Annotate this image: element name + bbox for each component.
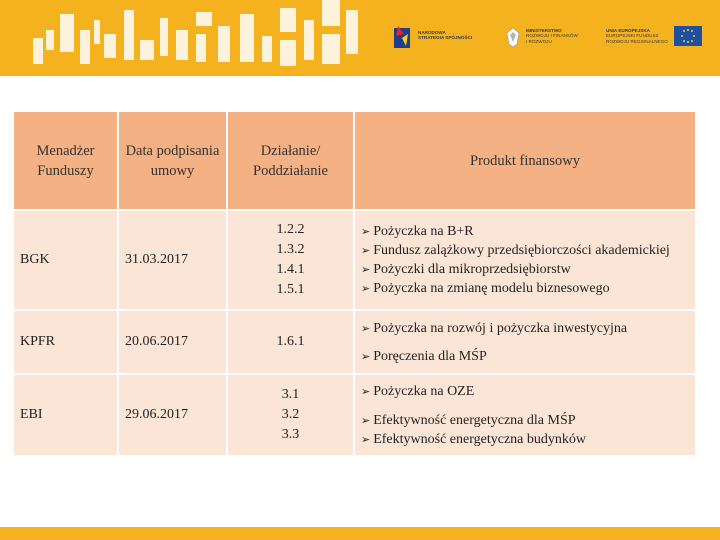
product-cell xyxy=(355,311,695,373)
table-row xyxy=(14,375,695,455)
logo3-line1: UNIA EUROPEJSKA xyxy=(606,28,650,33)
date-cell: 31.03.2017 xyxy=(119,211,226,309)
arrow-bullet-icon: ➢ xyxy=(361,432,371,446)
product-item: ➢ Pożyczka na rozwój i pożyczka inwestycyjna xyxy=(361,320,628,336)
date-cell: 29.06.2017 xyxy=(119,375,226,455)
product-item: ➢ Fundusz zalążkowy przedsiębiorczości akademickiej xyxy=(361,243,670,258)
action-code: 3.1 xyxy=(281,387,300,402)
logo2-line1: MINISTERSTWO xyxy=(526,28,562,33)
logo2-line2: ROZWOJU I FINANSÓW xyxy=(526,33,578,39)
arrow-bullet-icon: ➢ xyxy=(361,263,371,276)
header-signing-date: Data podpisania umowy xyxy=(119,112,226,209)
logo3-line3: ROZWOJU REGIONALNEGO xyxy=(606,38,668,44)
date-cell: 20.06.2017 xyxy=(119,311,226,373)
logo1-line2: STRATEGIA SPÓJNOŚCI xyxy=(418,35,473,41)
logo3-line2: EUROPEJSKI FUNDUSZ xyxy=(606,33,659,39)
eagle-emblem-icon xyxy=(504,26,522,48)
product-cell xyxy=(355,211,695,309)
action-code: 1.4.1 xyxy=(276,262,305,277)
product-item: ➢ Pożyczki dla mikroprzedsiębiorstw xyxy=(361,262,571,277)
footer-bar xyxy=(0,527,720,540)
product-item: ➢ Pożyczka na zmianę modelu biznesowego xyxy=(361,281,610,296)
action-code: 1.6.1 xyxy=(276,334,305,349)
action-cell xyxy=(228,311,353,373)
arrow-bullet-icon: ➢ xyxy=(361,244,371,257)
fund-cell: KPFR xyxy=(14,311,117,373)
arrow-bullet-icon: ➢ xyxy=(361,349,371,363)
product-item: ➢ Poręczenia dla MŚP xyxy=(361,348,487,364)
product-item: ➢ Pożyczka na B+R xyxy=(361,224,474,239)
arrow-bullet-icon: ➢ xyxy=(361,321,371,335)
product-item: ➢ Efektywność energetyczna dla MŚP xyxy=(361,412,576,428)
logo-ministerstwo xyxy=(504,20,584,58)
action-code: 3.3 xyxy=(281,427,300,442)
arrow-bullet-icon: ➢ xyxy=(361,384,371,398)
fund-cell: BGK xyxy=(14,211,117,309)
header-fund-manager: Menadżer Funduszy xyxy=(14,112,117,209)
eu-flag-icon xyxy=(674,26,702,46)
action-code: 1.3.2 xyxy=(276,242,305,257)
action-code: 3.2 xyxy=(281,407,300,422)
decorative-blocks xyxy=(0,0,380,76)
logo-strategia xyxy=(392,20,480,58)
product-cell xyxy=(355,375,695,455)
action-cell xyxy=(228,375,353,455)
action-cell xyxy=(228,211,353,309)
header-action: Działanie/ Poddziałanie xyxy=(228,112,353,209)
table-row xyxy=(14,211,695,309)
action-code: 1.5.1 xyxy=(276,282,305,297)
table-header-row xyxy=(14,112,695,209)
table-row xyxy=(14,311,695,373)
header-banner xyxy=(0,0,720,76)
partner-logos xyxy=(392,20,702,60)
financial-products-table xyxy=(12,110,697,457)
fund-cell: EBI xyxy=(14,375,117,455)
logo-eu xyxy=(606,20,702,58)
logo1-line1: NARODOWA xyxy=(418,30,446,35)
action-code: 1.2.2 xyxy=(276,222,305,237)
star-emblem-icon xyxy=(392,24,412,50)
arrow-bullet-icon: ➢ xyxy=(361,413,371,427)
product-item: ➢ Efektywność energetyczna budynków xyxy=(361,431,587,447)
logo2-line3: I ROZWOJU xyxy=(526,38,552,44)
product-item: ➢ Pożyczka na OZE xyxy=(361,383,475,399)
arrow-bullet-icon: ➢ xyxy=(361,282,371,295)
header-financial-product: Produkt finansowy xyxy=(355,112,695,209)
arrow-bullet-icon: ➢ xyxy=(361,225,371,238)
